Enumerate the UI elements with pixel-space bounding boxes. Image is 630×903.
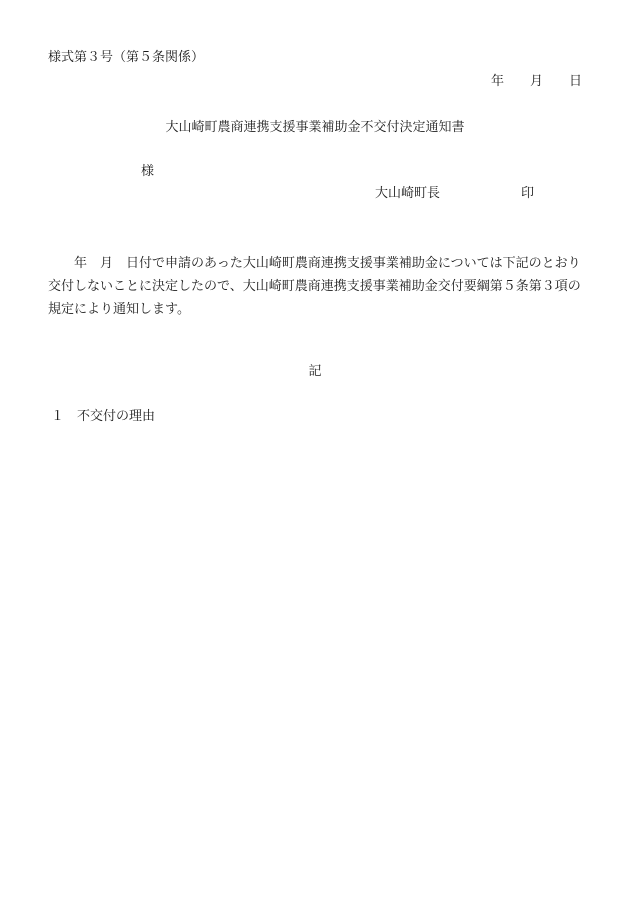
issuer-name: 大山崎町長 — [375, 186, 441, 201]
seal-mark: 印 — [521, 186, 535, 201]
recipient-suffix: 様 — [141, 164, 155, 179]
date-line: 年 月 日 — [490, 74, 582, 89]
document-title: 大山崎町農商連携支援事業補助金不交付決定通知書 — [165, 120, 465, 135]
item-reason: １ 不交付の理由 — [51, 409, 156, 424]
form-number: 様式第３号（第５条関係） — [48, 50, 205, 65]
ki-heading: 記 — [308, 364, 322, 379]
body-paragraph: 年 月 日付で申請のあった大山崎町農商連携支援事業補助金については下記のとおり交付しないことに決定したので、大山崎町農商連携支援事業補助金交付要綱第５条第３項の規定により通知します。 — [48, 256, 581, 317]
